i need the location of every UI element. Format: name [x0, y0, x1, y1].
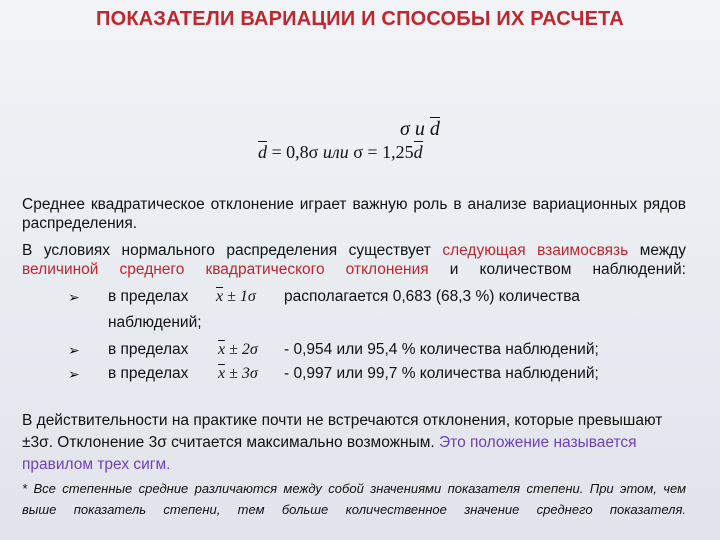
formula-or: или	[322, 142, 349, 162]
paragraph-three-sigma-rule	[22, 410, 692, 476]
d-bar-left: d	[258, 142, 267, 162]
d-bar-right: d	[413, 142, 423, 162]
para2-red2: величиной среднего квадратического отклонения	[22, 261, 429, 278]
footnote: * Все степенные средние различаются между собой значениями показателя степени. При этом, чем выше показатель степени, тем больше количественное значение среднего показателя.	[22, 481, 686, 517]
bullet-3-text: - 0,997 или 99,7 % количества наблюдений;	[284, 365, 599, 382]
para3-text: В действительности на практике почти не встречаются отклонения, которые превышают ±3σ. Отклонение 3σ считается максимально возможным.	[22, 412, 663, 451]
bullet-arrow-icon: ➢	[68, 289, 80, 305]
bullet-1-text: располагается 0,683 (68,3 %) количества	[284, 288, 580, 305]
paragraph-std-dev-role: Среднее квадратическое отклонение играет важную роль в анализе вариационных рядов распределения.	[22, 196, 686, 232]
bullet-2-pm: ± 2σ	[225, 341, 258, 358]
para2-part2: между	[628, 242, 686, 259]
formula-relation	[258, 141, 423, 163]
para2-part3: и количеством наблюдений:	[428, 261, 686, 278]
bullet-arrow-icon: ➢	[68, 342, 80, 358]
bullet-1-formula	[216, 287, 256, 306]
bullet-3-pm: ± 3σ	[225, 365, 258, 382]
sigma-symbol: σ	[400, 118, 410, 140]
para2-red1: следующая взаимосвязь	[442, 242, 629, 259]
x-bar-symbol: x	[216, 288, 224, 305]
para3-purple: Это положение называется правилом трех сигм.	[22, 434, 637, 473]
x-bar-symbol: x	[218, 341, 226, 358]
bullet-3-formula	[218, 364, 258, 383]
d-bar-symbol: d	[429, 118, 440, 140]
x-bar-symbol: x	[218, 365, 226, 382]
bullet-2-label: в пределах	[108, 341, 189, 358]
bullet-3-label: в пределах	[108, 365, 189, 382]
paragraph-normal-distribution	[22, 241, 686, 279]
formula-and: и	[409, 118, 430, 140]
formula-sigma-and-d	[400, 117, 440, 141]
bullet-arrow-icon: ➢	[68, 366, 80, 382]
para2-part1: В условиях нормального распределения существует	[22, 242, 443, 259]
formula-eq2: σ = 1,25	[348, 142, 414, 162]
bullet-1-pm: ± 1σ	[223, 288, 256, 305]
bullet-1-label: в пределах	[108, 288, 189, 305]
bullet-2-formula	[218, 340, 258, 359]
bullet-2-text: - 0,954 или 95,4 % количества наблюдений;	[284, 341, 599, 358]
bullet-1-text-cont: наблюдений;	[108, 314, 202, 331]
formula-eq1: = 0,8σ	[267, 142, 323, 162]
slide-title: ПОКАЗАТЕЛИ ВАРИАЦИИ И СПОСОБЫ ИХ РАСЧЕТА	[96, 8, 624, 30]
